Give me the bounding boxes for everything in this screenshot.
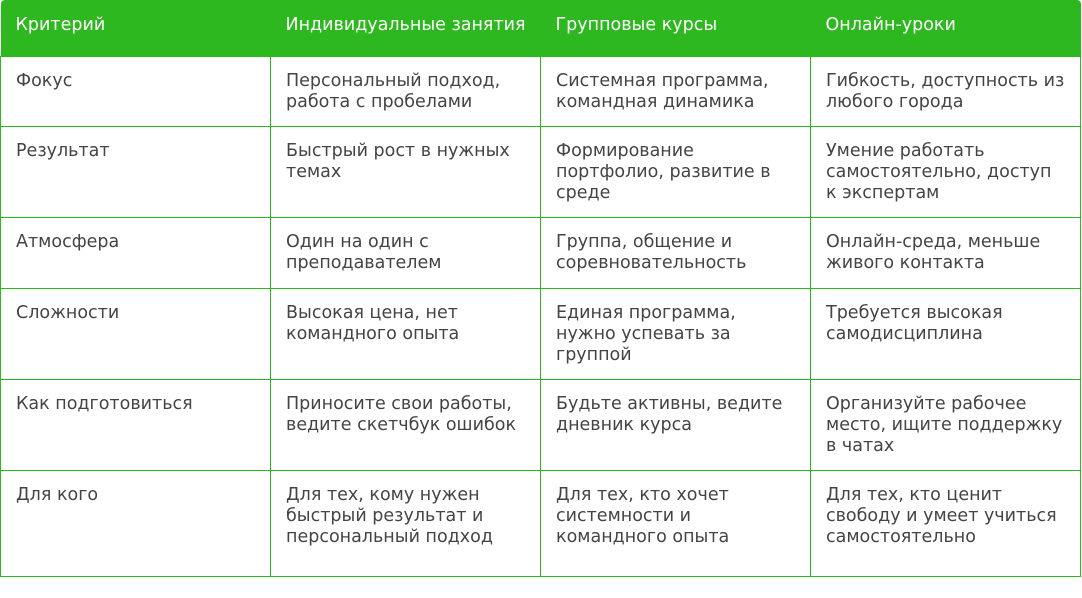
- criterion-cell: Атмосфера: [1, 217, 271, 288]
- table-row: [1, 126, 1081, 217]
- criterion-cell: Результат: [1, 126, 271, 217]
- individual-cell: Высокая цена, нет командного опыта: [271, 288, 541, 379]
- group-cell: Формирование портфолио, развитие в среде: [541, 126, 811, 217]
- table-body: [1, 56, 1081, 576]
- table-row: [1, 56, 1081, 126]
- online-cell: Умение работать самостоятельно, доступ к экспертам: [811, 126, 1081, 217]
- header-individual: Индивидуальные занятия: [271, 0, 541, 56]
- individual-cell: Приносите свои работы, ведите скетчбук ошибок: [271, 379, 541, 470]
- group-cell: Группа, общение и соревновательность: [541, 217, 811, 288]
- group-cell: Системная программа, командная динамика: [541, 56, 811, 126]
- group-cell: Для тех, кто хочет системности и командного опыта: [541, 470, 811, 576]
- table-row: [1, 470, 1081, 576]
- criterion-cell: Сложности: [1, 288, 271, 379]
- online-cell: Онлайн-среда, меньше живого контакта: [811, 217, 1081, 288]
- criterion-cell: Как подготовиться: [1, 379, 271, 470]
- online-cell: Требуется высокая самодисциплина: [811, 288, 1081, 379]
- online-cell: Организуйте рабочее место, ищите поддержку в чатах: [811, 379, 1081, 470]
- group-cell: Будьте активны, ведите дневник курса: [541, 379, 811, 470]
- table-row: [1, 288, 1081, 379]
- online-cell: Для тех, кто ценит свободу и умеет учиться самостоятельно: [811, 470, 1081, 576]
- header-criterion: Критерий: [1, 0, 271, 56]
- group-cell: Единая программа, нужно успевать за группой: [541, 288, 811, 379]
- individual-cell: Для тех, кому нужен быстрый результат и персональный подход: [271, 470, 541, 576]
- online-cell: Гибкость, доступность из любого города: [811, 56, 1081, 126]
- table-row: [1, 217, 1081, 288]
- table-header: [1, 0, 1081, 56]
- header-row: [1, 0, 1081, 56]
- criterion-cell: Фокус: [1, 56, 271, 126]
- individual-cell: Персональный подход, работа с пробелами: [271, 56, 541, 126]
- header-group: Групповые курсы: [541, 0, 811, 56]
- individual-cell: Быстрый рост в нужных темах: [271, 126, 541, 217]
- individual-cell: Один на один с преподавателем: [271, 217, 541, 288]
- table-row: [1, 379, 1081, 470]
- criterion-cell: Для кого: [1, 470, 271, 576]
- header-online: Онлайн-уроки: [811, 0, 1081, 56]
